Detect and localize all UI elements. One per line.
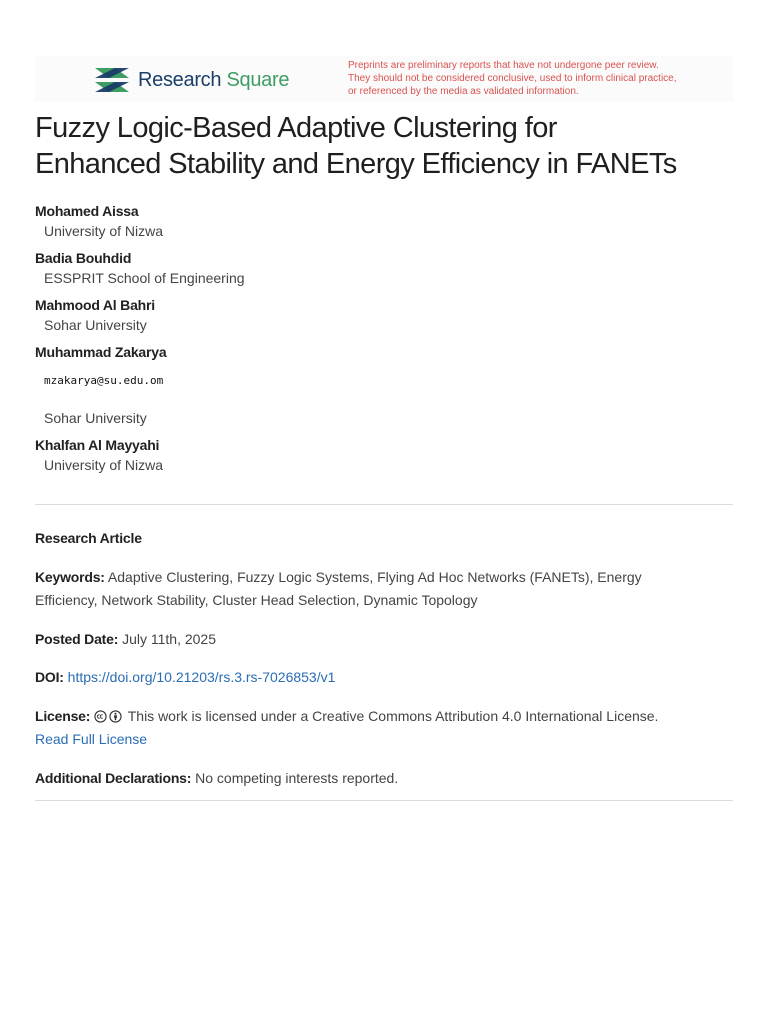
author-name: Mohamed Aissa [35, 203, 139, 219]
paper-title [35, 110, 733, 182]
attribution-icon [109, 710, 122, 723]
additional-declarations [35, 767, 733, 790]
divider [35, 504, 733, 505]
brand-name [138, 69, 289, 92]
disclaimer-line: Preprints are preliminary reports that have not undergone peer review. [348, 60, 659, 71]
author-list [35, 201, 733, 482]
preprint-disclaimer [348, 59, 718, 98]
keywords-value-line1: Adaptive Clustering, Fuzzy Logic Systems, Flying Ad Hoc Networks (FANETs), Energy [107, 569, 642, 585]
paper-title-line1: Fuzzy Logic-Based Adaptive Clustering for [35, 112, 557, 144]
posted-date-label: Posted Date: [35, 631, 119, 647]
posted-date-value: July 11th, 2025 [122, 631, 216, 647]
keywords-label: Keywords: [35, 569, 105, 585]
research-square-logo[interactable] [93, 64, 289, 96]
doi-link[interactable]: https://doi.org/10.21203/rs.3.rs-7026853/v1 [67, 669, 336, 685]
creative-commons-icon [94, 710, 107, 723]
keywords-value-line2: Efficiency, Network Stability, Cluster Head Selection, Dynamic Topology [35, 592, 478, 608]
author-affiliation: Sohar University [44, 410, 147, 426]
author-affiliation: ESSPRIT School of Engineering [44, 270, 245, 286]
article-type [35, 527, 733, 550]
declarations-label: Additional Declarations: [35, 770, 192, 786]
disclaimer-line: They should not be considered conclusive, used to inform clinical practice, [348, 73, 677, 84]
author-affiliation: Sohar University [44, 317, 147, 333]
author-affiliation: University of Nizwa [44, 223, 164, 239]
brand-name-square: Square [226, 68, 290, 91]
preprint-header [35, 56, 733, 102]
author-name: Khalfan Al Mayyahi [35, 437, 160, 453]
brand-name-research: Research [138, 68, 222, 91]
author-name: Muhammad Zakarya [35, 344, 167, 360]
license [35, 705, 733, 751]
license-label: License: [35, 708, 91, 724]
disclaimer-line: or referenced by the media as validated information. [348, 86, 579, 97]
read-full-license-link[interactable]: Read Full License [35, 731, 148, 747]
doi [35, 666, 733, 689]
article-type-value: Research Article [35, 530, 142, 546]
doi-label: DOI: [35, 669, 64, 685]
posted-date [35, 628, 733, 651]
research-square-logo-icon [93, 64, 131, 96]
divider [35, 800, 733, 801]
declarations-value: No competing interests reported. [195, 770, 399, 786]
keywords [35, 566, 733, 612]
paper-title-line2: Enhanced Stability and Energy Efficiency in FANETs [35, 148, 677, 180]
author-email[interactable]: mzakarya@su.edu.om [44, 374, 164, 387]
author-affiliation: University of Nizwa [44, 457, 164, 473]
author-name: Mahmood Al Bahri [35, 297, 155, 313]
author-name: Badia Bouhdid [35, 250, 132, 266]
license-text: This work is licensed under a Creative Commons Attribution 4.0 International License. [127, 708, 659, 724]
